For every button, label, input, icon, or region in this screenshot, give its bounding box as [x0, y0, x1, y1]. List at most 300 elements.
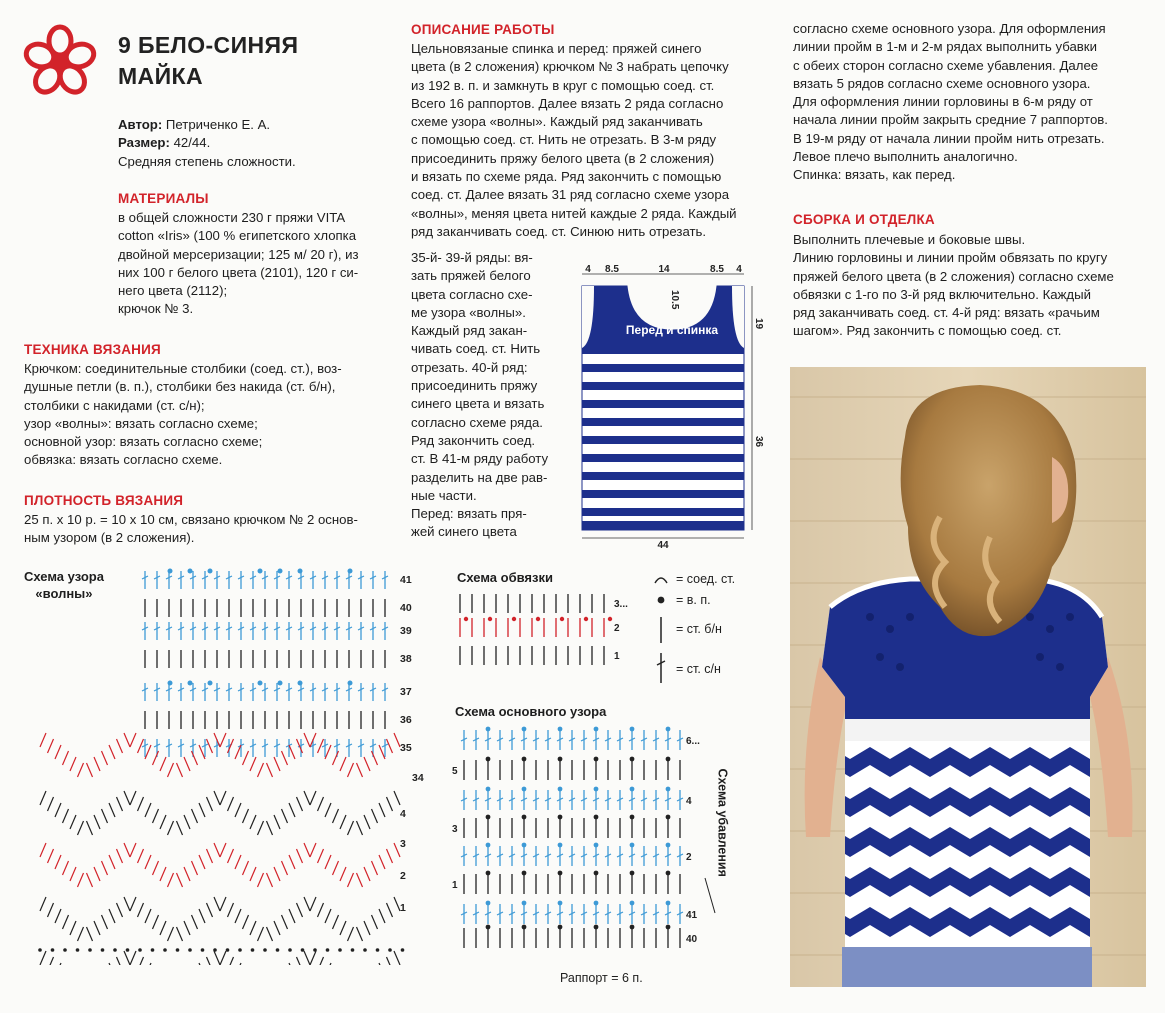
- wave-stitch: [87, 763, 93, 777]
- row-number: 37: [400, 686, 412, 698]
- wave-stitch: [304, 733, 310, 747]
- wave-stitch: [63, 809, 69, 823]
- wave-stitch: [364, 921, 370, 935]
- wave-stitch: [235, 745, 241, 759]
- wave-stitch: [235, 803, 241, 817]
- row-number: 2: [614, 623, 620, 634]
- row-number: 4: [400, 808, 406, 820]
- schematic-label: Перед и спинка: [625, 323, 719, 337]
- wave-stitch: [130, 951, 136, 965]
- wave-stitch: [267, 927, 273, 941]
- wave-stitch: [340, 815, 346, 829]
- chain-dot: [486, 871, 491, 876]
- wave-stitch: [228, 957, 234, 965]
- materials-text: в общей сложности 230 г пряжи VITA cotton «Iris» (100 % египетского хлопка двойной мерсеризации; 125 м/ 20 г), из них 100 г белого цвета (2101), 120 г си- него цвета (2112); крючок № 3.: [118, 210, 359, 317]
- chain-dot: [251, 948, 255, 952]
- wave-stitch: [94, 921, 100, 935]
- chain-dot: [594, 871, 599, 876]
- svg-text:4: 4: [736, 264, 742, 275]
- wave-stitch: [124, 791, 130, 805]
- wave-stitch: [304, 843, 310, 857]
- wave-stitch: [207, 797, 213, 811]
- chain-dot: [486, 787, 491, 792]
- chain-dot: [313, 948, 317, 952]
- chain-dot: [522, 871, 527, 876]
- chain-dot: [168, 681, 173, 686]
- wave-stitch: [48, 797, 54, 811]
- wave-stitch: [199, 803, 205, 817]
- wave-stitch: [117, 849, 123, 863]
- wave-stitch: [297, 957, 303, 965]
- chain-dot: [536, 617, 540, 621]
- wave-stitch: [130, 843, 136, 857]
- wave-stitch: [138, 903, 144, 917]
- wave-stitch: [289, 855, 295, 869]
- wave-stitch: [55, 803, 61, 817]
- chain-dot: [630, 757, 635, 762]
- wave-stitch: [228, 797, 234, 811]
- wave-stitch: [379, 909, 385, 923]
- wave-stitch: [340, 921, 346, 935]
- wave-stitch: [357, 821, 363, 835]
- wave-stitch: [297, 903, 303, 917]
- wave-stitch: [325, 909, 331, 923]
- wave-stitch: [70, 757, 76, 771]
- row-number: 1: [614, 651, 620, 662]
- wave-stitch: [258, 763, 264, 777]
- chain-dot: [258, 681, 263, 686]
- wave-stitch: [235, 963, 241, 965]
- svg-text:10.5: 10.5: [669, 290, 680, 310]
- chain-dot: [113, 948, 117, 952]
- wave-stitch: [117, 957, 123, 965]
- garment-schematic: [572, 262, 772, 552]
- chain-dot: [630, 901, 635, 906]
- wave-stitch: [372, 915, 378, 929]
- wave-stitch: [372, 751, 378, 765]
- wave-stitch: [192, 809, 198, 823]
- double-crochet-icon: [652, 651, 670, 685]
- wave-stitch: [94, 867, 100, 881]
- wave-stitch: [220, 951, 226, 965]
- chain-dot: [126, 948, 130, 952]
- chain-dot: [594, 757, 599, 762]
- wave-stitch: [243, 809, 249, 823]
- meta-block: Автор: Петриченко Е. А. Размер: 42/44. Средняя степень сложности.: [118, 117, 296, 169]
- wave-stitch: [168, 763, 174, 777]
- wave-stitch: [379, 855, 385, 869]
- chain-dot: [138, 948, 142, 952]
- wave-stitch: [333, 751, 339, 765]
- wave-stitch: [387, 957, 393, 965]
- chain-dot: [558, 925, 563, 930]
- chain-dot: [522, 787, 527, 792]
- chain-dot: [666, 787, 671, 792]
- wave-stitch: [109, 963, 115, 965]
- wave-stitch: [282, 915, 288, 929]
- wave-stitch: [394, 951, 400, 965]
- wave-stitch: [48, 903, 54, 917]
- svg-text:19: 19: [753, 318, 764, 330]
- row-number: 34: [412, 772, 424, 784]
- chain-dot: [666, 757, 671, 762]
- flower-logo-icon: [22, 24, 98, 100]
- wave-stitch: [184, 757, 190, 771]
- wave-stitch: [70, 921, 76, 935]
- wave-stitch: [192, 915, 198, 929]
- chain-dot: [208, 681, 213, 686]
- chain-dot: [522, 843, 527, 848]
- chain-dot: [594, 843, 599, 848]
- wave-stitch: [102, 751, 108, 765]
- chain-dot: [486, 901, 491, 906]
- wave-stitch: [289, 803, 295, 817]
- chain-dot: [168, 569, 173, 574]
- wave-stitch: [325, 745, 331, 759]
- waves-chart-title: Схема узора «волны»: [24, 569, 104, 601]
- slip-stitch-icon: [652, 573, 670, 585]
- wave-stitch: [340, 867, 346, 881]
- wave-stitch: [274, 757, 280, 771]
- single-crochet-icon: [652, 615, 670, 645]
- wave-stitch: [177, 821, 183, 835]
- chain-dot: [522, 925, 527, 930]
- chain-dot: [594, 787, 599, 792]
- wave-stitch: [258, 821, 264, 835]
- wave-stitch: [282, 751, 288, 765]
- wave-stitch: [177, 763, 183, 777]
- svg-text:8.5: 8.5: [710, 264, 724, 275]
- wave-stitch: [153, 751, 159, 765]
- wave-stitch: [109, 803, 115, 817]
- wave-stitch: [333, 809, 339, 823]
- chain-dot: [522, 727, 527, 732]
- wave-stitch: [199, 745, 205, 759]
- row-number: 2: [686, 852, 692, 863]
- chain-dot: [608, 617, 612, 621]
- wave-stitch: [318, 957, 324, 965]
- chain-dot: [188, 948, 192, 952]
- wave-stitch: [78, 873, 84, 887]
- wave-stitch: [168, 927, 174, 941]
- chain-dot: [666, 727, 671, 732]
- wave-stitch: [220, 897, 226, 911]
- technique-text: Крючком: соединительные столбики (соед. ст.), воз- душные петли (в. п.), столбики без накида (ст. б/н), столбики с накидами (ст. с/н); узор «волны»: вязать согласно схеме; основной узор: вязать согласно схеме; обвязка: вязать согласно схеме.: [24, 361, 342, 468]
- chain-dot: [666, 871, 671, 876]
- chain-dot: [326, 948, 330, 952]
- wave-stitch: [228, 849, 234, 863]
- wave-stitch: [63, 861, 69, 875]
- wave-stitch: [78, 763, 84, 777]
- chain-dot: [558, 757, 563, 762]
- chain-dot: [522, 901, 527, 906]
- repeat-label: Раппорт = 6 п.: [560, 971, 643, 985]
- wave-stitch: [258, 873, 264, 887]
- wave-stitch: [357, 763, 363, 777]
- wave-stitch: [310, 951, 316, 965]
- chain-dot: [288, 948, 292, 952]
- wave-stitch: [379, 803, 385, 817]
- chain-dot: [401, 948, 405, 952]
- wave-stitch: [177, 873, 183, 887]
- wave-stitch: [333, 915, 339, 929]
- materials-heading: МАТЕРИАЛЫ: [118, 191, 209, 206]
- wave-stitch: [109, 855, 115, 869]
- wave-stitch: [199, 909, 205, 923]
- wave-stitch: [117, 739, 123, 753]
- work-heading: ОПИСАНИЕ РАБОТЫ: [411, 22, 555, 37]
- legend-item: = ст. с/н: [652, 657, 772, 687]
- wave-stitch: [282, 809, 288, 823]
- wave-stitch: [145, 745, 151, 759]
- chain-dot: [363, 948, 367, 952]
- chain-dot: [594, 727, 599, 732]
- wave-stitch: [102, 915, 108, 929]
- wave-stitch: [379, 745, 385, 759]
- wave-stitch: [192, 751, 198, 765]
- wave-stitch: [348, 927, 354, 941]
- wave-stitch: [364, 867, 370, 881]
- main-chart-title: Схема основного узора: [455, 704, 607, 719]
- chain-dot: [263, 948, 267, 952]
- waves-chart: [20, 565, 440, 965]
- density-heading: ПЛОТНОСТЬ ВЯЗАНИЯ: [24, 493, 184, 508]
- chain-dot: [201, 948, 205, 952]
- row-number: 3: [452, 824, 458, 835]
- legend-item: = ст. б/н: [652, 615, 772, 657]
- chain-dot: [276, 948, 280, 952]
- assembly-text: Выполнить плечевые и боковые швы. Линию горловины и линии пройм обвязать по кругу пряжей белого цвета (в 2 сложения) согласно схеме обвязки с 1-го по 3-й ряд включительно. Каждый ряд заканчивать соед. ст. 4-й ряд: вязать «рачьим шагом». Ряд закончить с помощью соед. ст.: [793, 232, 1114, 339]
- wave-stitch: [214, 897, 220, 911]
- wave-stitch: [109, 909, 115, 923]
- wave-stitch: [160, 921, 166, 935]
- wave-stitch: [138, 797, 144, 811]
- wave-stitch: [207, 739, 213, 753]
- chain-dot: [558, 871, 563, 876]
- wave-stitch: [145, 803, 151, 817]
- chain-dot: [51, 948, 55, 952]
- chain-dot: [630, 727, 635, 732]
- density-text: 25 п. х 10 р. = 10 х 10 см, связано крючком № 2 основ- ным узором (в 2 сложения).: [24, 512, 358, 546]
- wave-stitch: [138, 739, 144, 753]
- wave-stitch: [250, 757, 256, 771]
- wave-stitch: [55, 855, 61, 869]
- chain-dot: [666, 815, 671, 820]
- chain-dot: [630, 815, 635, 820]
- decrease-label-wrap: [712, 768, 732, 878]
- wave-stitch: [340, 757, 346, 771]
- chain-dot: [666, 925, 671, 930]
- wave-stitch: [192, 861, 198, 875]
- legend: [652, 571, 772, 687]
- wave-stitch: [168, 873, 174, 887]
- wave-stitch: [220, 791, 226, 805]
- wave-stitch: [274, 815, 280, 829]
- wave-stitch: [304, 791, 310, 805]
- wave-stitch: [243, 915, 249, 929]
- chain-dot: [88, 948, 92, 952]
- chain-dot: [63, 948, 67, 952]
- wave-stitch: [348, 821, 354, 835]
- edging-chart: [450, 585, 640, 675]
- wave-stitch: [138, 957, 144, 965]
- wave-stitch: [250, 867, 256, 881]
- wave-stitch: [70, 867, 76, 881]
- svg-text:36: 36: [753, 436, 764, 448]
- wave-stitch: [207, 849, 213, 863]
- wave-stitch: [40, 843, 46, 857]
- wave-stitch: [333, 861, 339, 875]
- chain-dot: [630, 871, 635, 876]
- wave-stitch: [364, 815, 370, 829]
- wave-stitch: [274, 867, 280, 881]
- wave-stitch: [199, 855, 205, 869]
- chain-dot: [630, 925, 635, 930]
- chain-dot: [101, 948, 105, 952]
- wave-stitch: [124, 951, 130, 965]
- wave-stitch: [274, 921, 280, 935]
- wave-stitch: [70, 815, 76, 829]
- row-number: 6...: [686, 736, 700, 747]
- wave-stitch: [297, 849, 303, 863]
- wave-stitch: [124, 733, 130, 747]
- wave-stitch: [235, 909, 241, 923]
- wave-stitch: [78, 821, 84, 835]
- wave-stitch: [48, 957, 54, 965]
- wave-stitch: [243, 861, 249, 875]
- wave-stitch: [258, 927, 264, 941]
- wave-stitch: [348, 873, 354, 887]
- wave-stitch: [40, 733, 46, 747]
- wave-stitch: [184, 867, 190, 881]
- wave-stitch: [130, 733, 136, 747]
- chain-dot: [238, 948, 242, 952]
- chain-dot: [298, 681, 303, 686]
- wave-stitch: [387, 739, 393, 753]
- chain-dot: [151, 948, 155, 952]
- svg-text:14: 14: [658, 264, 670, 275]
- wave-stitch: [117, 903, 123, 917]
- wave-stitch: [304, 951, 310, 965]
- wave-stitch: [55, 745, 61, 759]
- row-number: 40: [400, 602, 412, 614]
- chain-dot: [351, 948, 355, 952]
- chain-dot: [348, 569, 353, 574]
- chain-dot: [338, 948, 342, 952]
- chain-dot: [301, 948, 305, 952]
- wave-stitch: [40, 897, 46, 911]
- row-number: 39: [400, 625, 412, 637]
- chain-dot: [213, 948, 217, 952]
- chain-dot: [278, 569, 283, 574]
- row-number: 40: [686, 934, 698, 945]
- wave-stitch: [228, 903, 234, 917]
- chain-dot: [348, 681, 353, 686]
- wave-stitch: [160, 867, 166, 881]
- chain-dot: [176, 948, 180, 952]
- chain-dot: [666, 901, 671, 906]
- wave-stitch: [40, 791, 46, 805]
- wave-stitch: [214, 791, 220, 805]
- wave-stitch: [130, 897, 136, 911]
- wave-stitch: [387, 797, 393, 811]
- wave-stitch: [94, 757, 100, 771]
- wave-stitch: [184, 815, 190, 829]
- wave-stitch: [394, 791, 400, 805]
- row-number: 1: [452, 880, 458, 891]
- page-title: 9 БЕЛО-СИНЯЯ МАЙКА: [118, 32, 299, 89]
- row-number: 3...: [614, 599, 628, 610]
- chain-dot: [376, 948, 380, 952]
- wave-stitch: [310, 791, 316, 805]
- chain-dot: [163, 948, 167, 952]
- wave-stitch: [243, 751, 249, 765]
- chain-dot: [594, 901, 599, 906]
- wave-stitch: [318, 849, 324, 863]
- wave-stitch: [124, 843, 130, 857]
- wave-stitch: [325, 803, 331, 817]
- chain-dot: [388, 948, 392, 952]
- wave-stitch: [102, 809, 108, 823]
- wave-stitch: [214, 843, 220, 857]
- wave-stitch: [184, 921, 190, 935]
- wave-stitch: [168, 821, 174, 835]
- chain-dot: [298, 569, 303, 574]
- col3-text: согласно схеме основного узора. Для оформления линии пройм в 1-м и 2-м рядах выполнить убавки с обеих сторон согласно схеме убавления. Далее вязать 5 рядов согласно схеме основного узора. Для оформления линии горловины в 6-м ряду от начала линии пройм закрыть средние 7 раппортов. В 19-м ряду от начала линии пройм нить отрезать. Левое плечо выполнить аналогично. Спинка: вязать, как перед.: [793, 21, 1108, 183]
- wave-stitch: [250, 921, 256, 935]
- wave-stitch: [117, 797, 123, 811]
- wave-stitch: [310, 843, 316, 857]
- wave-stitch: [199, 963, 205, 965]
- wave-stitch: [325, 855, 331, 869]
- chain-dot: [594, 815, 599, 820]
- wave-stitch: [153, 809, 159, 823]
- chain-dot: [486, 815, 491, 820]
- wave-stitch: [177, 927, 183, 941]
- wave-stitch: [250, 815, 256, 829]
- wave-stitch: [153, 915, 159, 929]
- chain-dot: [76, 948, 80, 952]
- wave-stitch: [214, 951, 220, 965]
- chain-dot: [558, 815, 563, 820]
- wave-stitch: [55, 963, 61, 965]
- wave-stitch: [130, 791, 136, 805]
- wave-stitch: [94, 815, 100, 829]
- chain-dot: [560, 617, 564, 621]
- chain-dot: [188, 569, 193, 574]
- chain-dot: [464, 617, 468, 621]
- wave-stitch: [78, 927, 84, 941]
- wave-stitch: [267, 821, 273, 835]
- wave-stitch: [87, 873, 93, 887]
- technique-heading: ТЕХНИКА ВЯЗАНИЯ: [24, 342, 161, 357]
- svg-text:44: 44: [657, 540, 669, 551]
- svg-text:4: 4: [585, 264, 591, 275]
- wave-stitch: [325, 963, 331, 965]
- chain-dot: [258, 569, 263, 574]
- row-number: 5: [452, 766, 458, 777]
- wave-stitch: [267, 763, 273, 777]
- wave-stitch: [138, 849, 144, 863]
- wave-stitch: [372, 861, 378, 875]
- chain-dot: [38, 948, 42, 952]
- wave-stitch: [160, 757, 166, 771]
- chain-dot: [486, 843, 491, 848]
- wave-stitch: [40, 951, 46, 965]
- wave-stitch: [160, 815, 166, 829]
- chain-dot: [522, 757, 527, 762]
- wave-stitch: [63, 915, 69, 929]
